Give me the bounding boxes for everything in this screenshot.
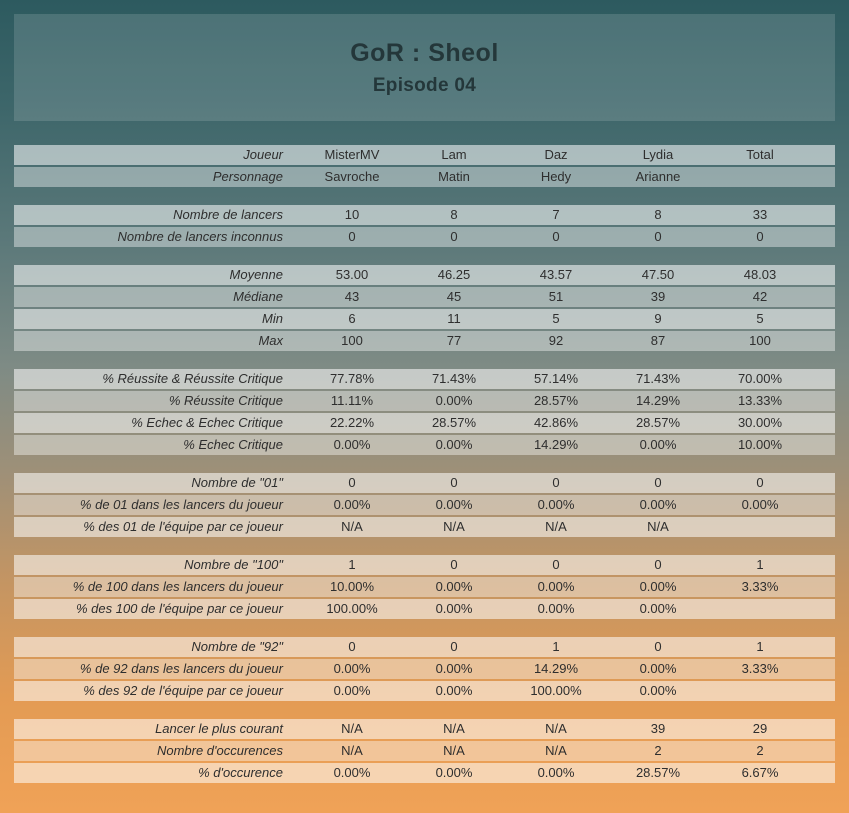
cell-value: 6 [348,311,356,326]
cell-value: 28.57% [635,415,681,430]
cell-value: Daz [544,147,568,162]
cell-value: N/A [341,721,363,736]
row-label: Min [262,311,283,326]
table-row [14,473,835,493]
cell-value: 3.33% [741,661,779,676]
cell-value: 8 [450,207,458,222]
cell-value: Savroche [324,169,380,184]
cell-value: 100 [749,333,771,348]
cell-value: N/A [341,519,363,534]
cell-value: N/A [545,743,567,758]
cell-value: N/A [443,743,465,758]
cell-value: Total [746,147,774,162]
cell-value: 5 [552,311,560,326]
cell-value: 0 [654,557,662,572]
stats-table [14,145,835,783]
cell-value: N/A [545,721,567,736]
cell-value: 28.57% [431,415,477,430]
table-row [14,495,835,515]
cell-value: 22.22% [329,415,375,430]
cell-value: 14.29% [533,661,579,676]
cell-value: 0.00% [639,601,677,616]
row-label: % des 100 de l'équipe par ce joueur [75,601,283,616]
cell-value: 0.00% [435,683,473,698]
row-group [14,719,835,783]
cell-value: 1 [756,639,764,654]
row-label: Nombre de lancers inconnus [117,229,283,244]
cell-value: 77 [446,333,462,348]
table-row [14,309,835,329]
row-label: % de 92 dans les lancers du joueur [79,661,283,676]
cell-value: 0 [552,557,560,572]
row-group [14,473,835,537]
row-label: % d'occurence [198,765,283,780]
cell-value: 0.00% [435,579,473,594]
cell-value: 0.00% [537,579,575,594]
cell-value: 7 [552,207,560,222]
cell-value: 0 [756,475,764,490]
table-row [14,681,835,701]
table-row [14,331,835,351]
row-label: % de 100 dans les lancers du joueur [72,579,283,594]
cell-value: 2 [756,743,764,758]
row-group [14,265,835,351]
cell-value: 51 [548,289,564,304]
table-row [14,265,835,285]
cell-value: N/A [545,519,567,534]
table-row [14,719,835,739]
table-row [14,555,835,575]
cell-value: 9 [654,311,662,326]
cell-value: 0 [348,229,356,244]
cell-value: 14.29% [635,393,681,408]
row-group [14,145,835,187]
table-row [14,287,835,307]
cell-value: N/A [341,743,363,758]
cell-value: 87 [650,333,666,348]
cell-value: 28.57% [635,765,681,780]
cell-value: 43.57 [539,267,573,282]
cell-value: 100.00% [530,683,582,698]
cell-value: 71.43% [431,371,477,386]
cell-value: 28.57% [533,393,579,408]
table-row [14,369,835,389]
table-row [14,599,835,619]
cell-value: 0 [552,229,560,244]
cell-value: 39 [650,289,666,304]
cell-value: 71.43% [635,371,681,386]
table-row [14,205,835,225]
row-label: Nombre d'occurences [156,743,283,758]
cell-value: 0 [654,475,662,490]
table-row [14,741,835,761]
cell-value: 10.00% [737,437,783,452]
cell-value: 0.00% [741,497,779,512]
row-label: Personnage [212,169,283,184]
row-label: Nombre de "92" [191,639,283,654]
cell-value: 0 [756,229,764,244]
cell-value: 77.78% [329,371,375,386]
row-label: % de 01 dans les lancers du joueur [79,497,283,512]
cell-value: 100.00% [326,601,378,616]
cell-value: 42.86% [533,415,579,430]
cell-value: 45 [446,289,462,304]
cell-value: 57.14% [533,371,579,386]
table-row [14,167,835,187]
cell-value: N/A [443,519,465,534]
row-label: % des 01 de l'équipe par ce joueur [83,519,283,534]
cell-value: 0.00% [435,661,473,676]
row-group [14,205,835,247]
cell-value: 0.00% [333,765,371,780]
cell-value: 0.00% [639,579,677,594]
cell-value: Lam [441,147,467,162]
cell-value: 6.67% [741,765,779,780]
cell-value: 30.00% [737,415,783,430]
cell-value: Matin [438,169,470,184]
cell-value: Arianne [635,169,681,184]
row-group [14,555,835,619]
cell-value: 1 [756,557,764,572]
table-row [14,577,835,597]
cell-value: 92 [548,333,564,348]
cell-value: 10 [344,207,360,222]
row-label: Nombre de "01" [191,475,283,490]
row-group [14,637,835,701]
cell-value: 0.00% [435,437,473,452]
cell-value: 10.00% [329,579,375,594]
cell-value: 11.11% [330,393,374,408]
cell-value: 0.00% [537,765,575,780]
cell-value: 8 [654,207,662,222]
cell-value: 0.00% [333,683,371,698]
cell-value: 0 [348,639,356,654]
row-label: Max [258,333,283,348]
cell-value: N/A [647,519,669,534]
cell-value: 48.03 [743,267,777,282]
cell-value [709,681,811,701]
row-label: % Echec & Echec Critique [131,415,283,430]
table-row [14,227,835,247]
page-title: GoR : Sheol [350,38,499,67]
cell-value: 0.00% [333,661,371,676]
row-label: % Réussite Critique [168,393,283,408]
cell-value: 3.33% [741,579,779,594]
cell-value: 39 [650,721,666,736]
cell-value: 2 [654,743,662,758]
cell-value: 1 [552,639,560,654]
cell-value: 0 [552,475,560,490]
row-label: Nombre de "100" [184,557,283,572]
cell-value: MisterMV [324,147,380,162]
cell-value: 0 [450,557,458,572]
cell-value: Lydia [642,147,674,162]
cell-value: 33 [752,207,768,222]
cell-value: 0.00% [435,601,473,616]
cell-value: 5 [756,311,764,326]
cell-value: 0 [654,229,662,244]
table-row [14,391,835,411]
row-label: % Réussite & Réussite Critique [102,371,283,386]
cell-value: 0 [450,475,458,490]
row-label: Moyenne [229,267,283,282]
cell-value: 100 [341,333,363,348]
cell-value: 0 [348,475,356,490]
cell-value: 0.00% [435,393,473,408]
cell-value: 0.00% [639,683,677,698]
cell-value: 0 [450,639,458,654]
cell-value: Hedy [540,169,572,184]
cell-value: 0.00% [639,497,677,512]
cell-value: 46.25 [437,267,471,282]
cell-value: 11 [447,311,461,326]
cell-value: 0.00% [639,437,677,452]
row-label: Lancer le plus courant [155,721,283,736]
column-header-row [14,145,835,165]
cell-value: 47.50 [641,267,675,282]
cell-value: 42 [752,289,768,304]
table-row [14,763,835,783]
cell-value: 0.00% [333,437,371,452]
cell-value: 13.33% [737,393,783,408]
cell-value: 0.00% [435,497,473,512]
row-label: Médiane [233,289,283,304]
table-row [14,435,835,455]
cell-value: 0.00% [537,497,575,512]
cell-value: 0.00% [333,497,371,512]
cell-value: 0 [654,639,662,654]
table-row [14,659,835,679]
cell-value [709,517,811,537]
table-row [14,517,835,537]
row-group [14,369,835,455]
row-label: % Echec Critique [183,437,283,452]
cell-value: 1 [348,557,356,572]
cell-value: 43 [344,289,360,304]
cell-value: 0.00% [435,765,473,780]
cell-value [709,599,811,619]
cell-value: 70.00% [737,371,783,386]
cell-value: 0 [450,229,458,244]
page-subtitle: Episode 04 [372,74,477,96]
cell-value: 0.00% [639,661,677,676]
table-row [14,637,835,657]
cell-value: 29 [752,721,768,736]
row-label: % des 92 de l'équipe par ce joueur [83,683,283,698]
cell-value: 53.00 [335,267,369,282]
table-row [14,413,835,433]
row-label: Nombre de lancers [173,207,283,222]
cell-value: N/A [443,721,465,736]
cell-value: 0.00% [537,601,575,616]
header-panel [14,14,835,121]
cell-value [709,167,811,187]
cell-value: 14.29% [533,437,579,452]
row-label: Joueur [243,147,283,162]
